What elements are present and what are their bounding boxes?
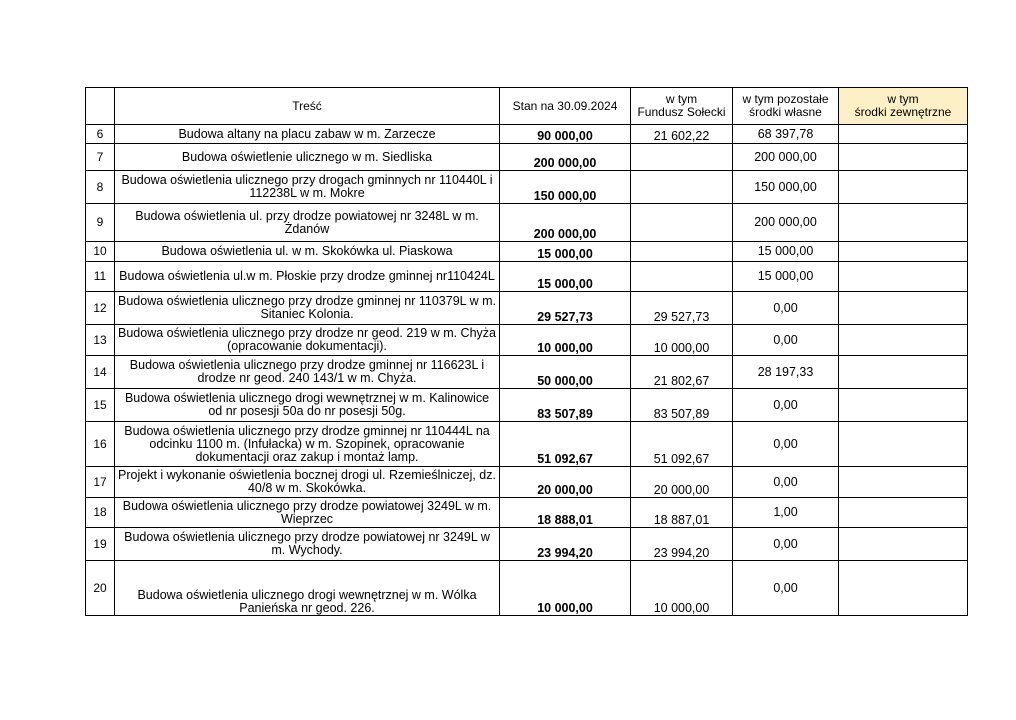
row-external-funds	[839, 528, 968, 561]
header-number	[86, 88, 115, 125]
row-number: 12	[86, 292, 115, 325]
row-description: Budowa oświetlenie ulicznego w m. Siedliska	[115, 144, 500, 171]
row-number: 8	[86, 171, 115, 204]
row-external-funds	[839, 356, 968, 389]
row-own-funds: 1,00	[733, 498, 839, 528]
row-village-fund	[631, 204, 733, 242]
header-village-fund: w tym Fundusz Sołecki	[631, 88, 733, 125]
row-village-fund: 21 602,22	[631, 125, 733, 144]
row-village-fund: 51 092,67	[631, 422, 733, 467]
row-description: Budowa oświetlenia ulicznego drogi wewnętrznej w m. Wólka Panieńska nr geod. 226.	[115, 561, 500, 616]
table-header-row	[86, 88, 968, 125]
row-balance: 18 888,01	[500, 498, 631, 528]
row-balance: 90 000,00	[500, 125, 631, 144]
row-balance: 20 000,00	[500, 467, 631, 498]
row-own-funds: 15 000,00	[733, 242, 839, 262]
row-description: Budowa oświetlenia ul. przy drodze powiatowej nr 3248L w m. Żdanów	[115, 204, 500, 242]
row-village-fund: 18 887,01	[631, 498, 733, 528]
row-description: Projekt i wykonanie oświetlenia bocznej drogi ul. Rzemieślniczej, dz. 40/8 w m. Skokówka.	[115, 467, 500, 498]
row-own-funds: 0,00	[733, 422, 839, 467]
row-balance: 10 000,00	[500, 325, 631, 356]
header-balance: Stan na 30.09.2024	[500, 88, 631, 125]
table-row	[86, 171, 968, 204]
row-number: 7	[86, 144, 115, 171]
row-description: Budowa oświetlenia ulicznego przy drodze gminnej nr 110379L w m. Sitaniec Kolonia.	[115, 292, 500, 325]
row-number: 14	[86, 356, 115, 389]
row-village-fund	[631, 171, 733, 204]
row-own-funds: 0,00	[733, 467, 839, 498]
row-external-funds	[839, 467, 968, 498]
table-row	[86, 561, 968, 616]
row-description: Budowa oświetlenia ulicznego przy drodze powiatowej nr 3249L w m. Wychody.	[115, 528, 500, 561]
row-balance: 200 000,00	[500, 144, 631, 171]
row-external-funds	[839, 498, 968, 528]
row-number: 13	[86, 325, 115, 356]
row-own-funds: 15 000,00	[733, 262, 839, 292]
row-number: 16	[86, 422, 115, 467]
row-balance: 83 507,89	[500, 389, 631, 422]
row-external-funds	[839, 325, 968, 356]
row-own-funds: 200 000,00	[733, 144, 839, 171]
table-row	[86, 242, 968, 262]
row-external-funds	[839, 242, 968, 262]
row-number: 6	[86, 125, 115, 144]
table-row	[86, 422, 968, 467]
row-own-funds: 200 000,00	[733, 204, 839, 242]
row-external-funds	[839, 144, 968, 171]
row-number: 15	[86, 389, 115, 422]
row-own-funds: 68 397,78	[733, 125, 839, 144]
row-description: Budowa altany na placu zabaw w m. Zarzecze	[115, 125, 500, 144]
row-description: Budowa oświetlenia ulicznego drogi wewnętrznej w m. Kalinowice od nr posesji 50a do nr posesji 50g.	[115, 389, 500, 422]
row-own-funds: 0,00	[733, 389, 839, 422]
table-row	[86, 262, 968, 292]
row-own-funds: 0,00	[733, 292, 839, 325]
table-row	[86, 292, 968, 325]
row-description: Budowa oświetlenia ulicznego przy drodze nr geod. 219 w m. Chyża (opracowanie dokumentacji).	[115, 325, 500, 356]
row-balance: 50 000,00	[500, 356, 631, 389]
table-row	[86, 528, 968, 561]
table-row	[86, 498, 968, 528]
table-row	[86, 125, 968, 144]
row-balance: 29 527,73	[500, 292, 631, 325]
row-external-funds	[839, 125, 968, 144]
row-village-fund	[631, 242, 733, 262]
row-description: Budowa oświetlenia ul.w m. Płoskie przy drodze gminnej nr110424L	[115, 262, 500, 292]
row-village-fund: 20 000,00	[631, 467, 733, 498]
row-own-funds: 0,00	[733, 528, 839, 561]
header-external-funds: w tym środki zewnętrzne	[839, 88, 968, 125]
row-description: Budowa oświetlenia ulicznego przy drodze powiatowej 3249L w m. Wieprzec	[115, 498, 500, 528]
row-village-fund: 29 527,73	[631, 292, 733, 325]
row-balance: 10 000,00	[500, 561, 631, 616]
row-description: Budowa oświetlenia ulicznego przy drodze gminnej nr 116623L i drodze nr geod. 240 143/1 w m. Chyża.	[115, 356, 500, 389]
row-external-funds	[839, 389, 968, 422]
row-external-funds	[839, 422, 968, 467]
table-row	[86, 389, 968, 422]
row-village-fund: 83 507,89	[631, 389, 733, 422]
row-number: 20	[86, 561, 115, 616]
budget-table	[85, 87, 968, 616]
row-number: 18	[86, 498, 115, 528]
row-description: Budowa oświetlenia ulicznego przy drodze gminnej nr 110444L na odcinku 1100 m. (Infułacka) w m. Szopinek, opracowanie dokumentacji oraz zakup i montaż lamp.	[115, 422, 500, 467]
header-own-funds: w tym pozostałe środki własne	[733, 88, 839, 125]
table-row	[86, 144, 968, 171]
row-external-funds	[839, 561, 968, 616]
row-balance: 15 000,00	[500, 262, 631, 292]
row-own-funds: 150 000,00	[733, 171, 839, 204]
row-external-funds	[839, 292, 968, 325]
table-row	[86, 325, 968, 356]
row-number: 19	[86, 528, 115, 561]
row-external-funds	[839, 262, 968, 292]
row-number: 10	[86, 242, 115, 262]
row-number: 17	[86, 467, 115, 498]
row-village-fund: 23 994,20	[631, 528, 733, 561]
row-number: 9	[86, 204, 115, 242]
row-external-funds	[839, 204, 968, 242]
row-village-fund: 10 000,00	[631, 325, 733, 356]
row-own-funds: 0,00	[733, 325, 839, 356]
table-row	[86, 204, 968, 242]
row-description: Budowa oświetlenia ulicznego przy drogach gminnych nr 110440L i 112238L w m. Mokre	[115, 171, 500, 204]
row-balance: 51 092,67	[500, 422, 631, 467]
row-village-fund: 21 802,67	[631, 356, 733, 389]
table-row	[86, 467, 968, 498]
row-number: 11	[86, 262, 115, 292]
row-own-funds: 28 197,33	[733, 356, 839, 389]
row-village-fund	[631, 144, 733, 171]
row-balance: 15 000,00	[500, 242, 631, 262]
table-row	[86, 356, 968, 389]
row-own-funds: 0,00	[733, 561, 839, 616]
row-balance: 150 000,00	[500, 171, 631, 204]
header-description: Treść	[115, 88, 500, 125]
row-description: Budowa oświetlenia ul. w m. Skokówka ul. Piaskowa	[115, 242, 500, 262]
row-village-fund	[631, 262, 733, 292]
row-balance: 23 994,20	[500, 528, 631, 561]
row-external-funds	[839, 171, 968, 204]
row-village-fund: 10 000,00	[631, 561, 733, 616]
row-balance: 200 000,00	[500, 204, 631, 242]
